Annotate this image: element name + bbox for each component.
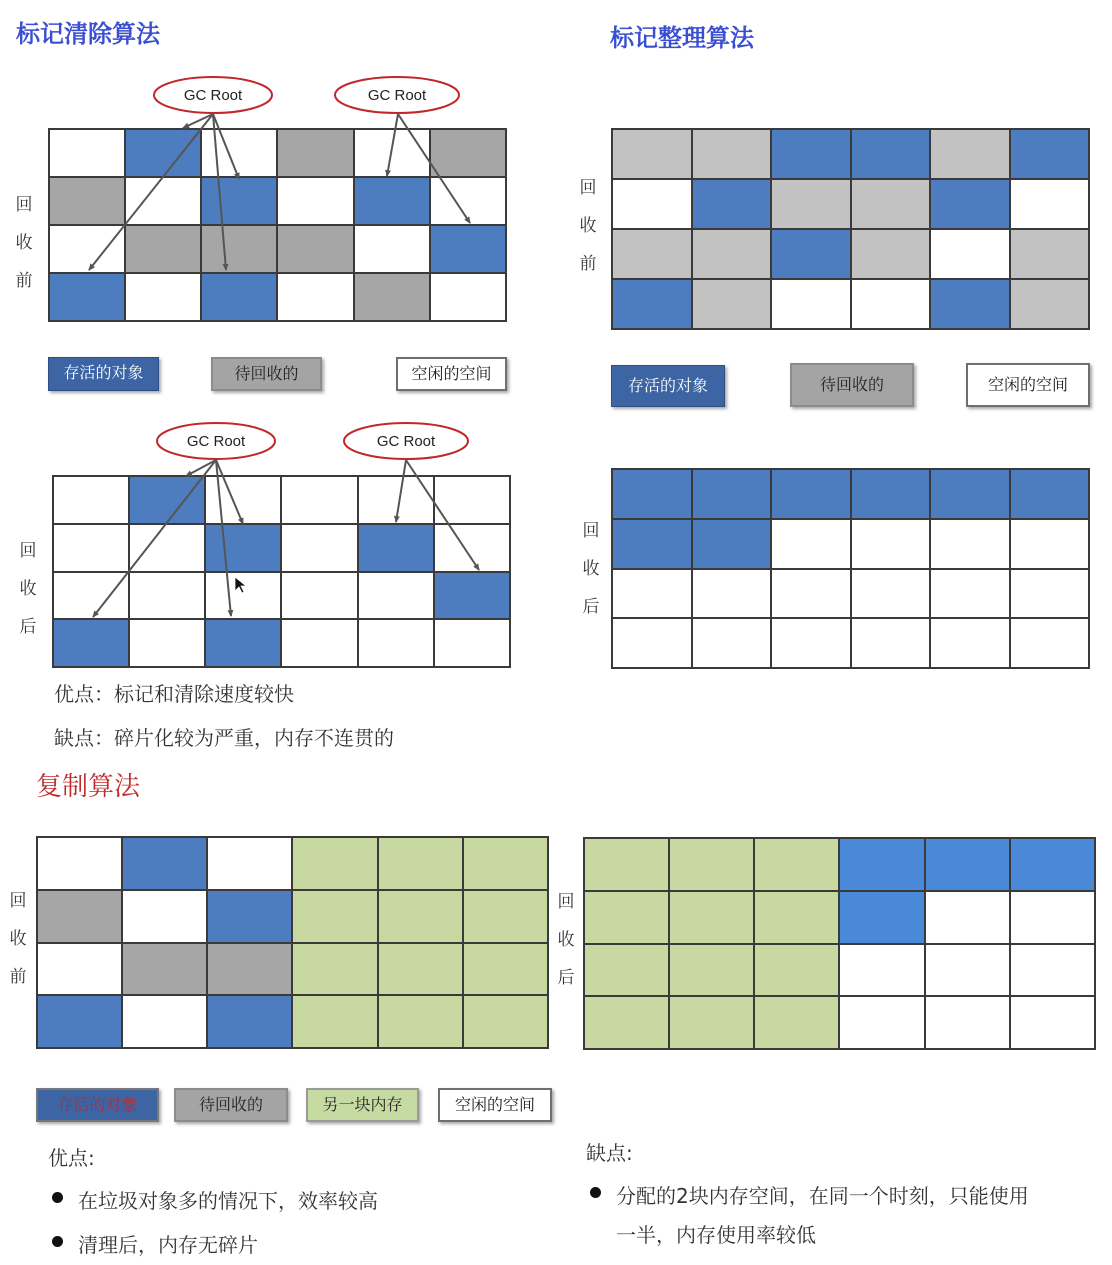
gc-root-node: [157, 423, 275, 459]
svg-text:GC Root: GC Root: [376, 433, 436, 450]
copying-pros-item: 在垃圾对象多的情况下，效率较高: [78, 1189, 378, 1213]
gc-root-node: [344, 423, 468, 459]
before-gc-label: 回 收 前: [9, 891, 27, 987]
copying-cons-title: 缺点:: [586, 1141, 633, 1165]
legend-garbage: 待回收的: [174, 1088, 288, 1122]
copying-pros-title: 优点:: [48, 1146, 95, 1170]
after-gc-label: 回 收 后: [557, 892, 575, 988]
copying-cons-item: 一半，内存使用率较低: [616, 1223, 816, 1247]
after-gc-label: 回 收 后: [582, 521, 600, 617]
legend-free-space: 空闲的空间: [966, 363, 1090, 407]
legend-garbage: 待回收的: [211, 357, 322, 391]
mark-sweep-pros: 优点：标记和清除速度较快: [54, 682, 294, 706]
gc-root-node: [335, 77, 459, 113]
legend-other-memory: 另一块内存: [306, 1088, 419, 1122]
after-gc-label: 回 收 后: [19, 541, 37, 637]
legend-free-space: 空闲的空间: [438, 1088, 552, 1122]
before-gc-label: 回 收 前: [579, 178, 597, 274]
svg-text:GC Root: GC Root: [186, 433, 246, 450]
copying-pros-item: 清理后，内存无碎片: [78, 1233, 258, 1257]
copying-title: 复制算法: [36, 772, 141, 802]
reference-arrows: [93, 460, 479, 617]
legend-live-objects: 存活的对象: [48, 357, 159, 391]
svg-text:GC Root: GC Root: [367, 87, 427, 104]
reference-arrows: [89, 114, 470, 270]
mark-sweep-title: 标记清除算法: [16, 20, 160, 48]
svg-text:GC Root: GC Root: [183, 87, 243, 104]
legend-live-objects: 存活的对象: [611, 365, 725, 407]
mark-sweep-cons: 缺点：碎片化较为严重，内存不连贯的: [54, 726, 394, 750]
legend-live-objects: 存活的对象: [36, 1088, 159, 1122]
mark-compact-title: 标记整理算法: [610, 24, 754, 52]
copying-cons-item: 分配的2块内存空间，在同一个时刻，只能使用: [616, 1184, 1029, 1208]
mouse-cursor-icon: [235, 577, 246, 593]
legend-free-space: 空闲的空间: [396, 357, 507, 391]
gc-root-node: [154, 77, 272, 113]
before-gc-label: 回 收 前: [15, 195, 33, 291]
legend-garbage: 待回收的: [790, 363, 914, 407]
